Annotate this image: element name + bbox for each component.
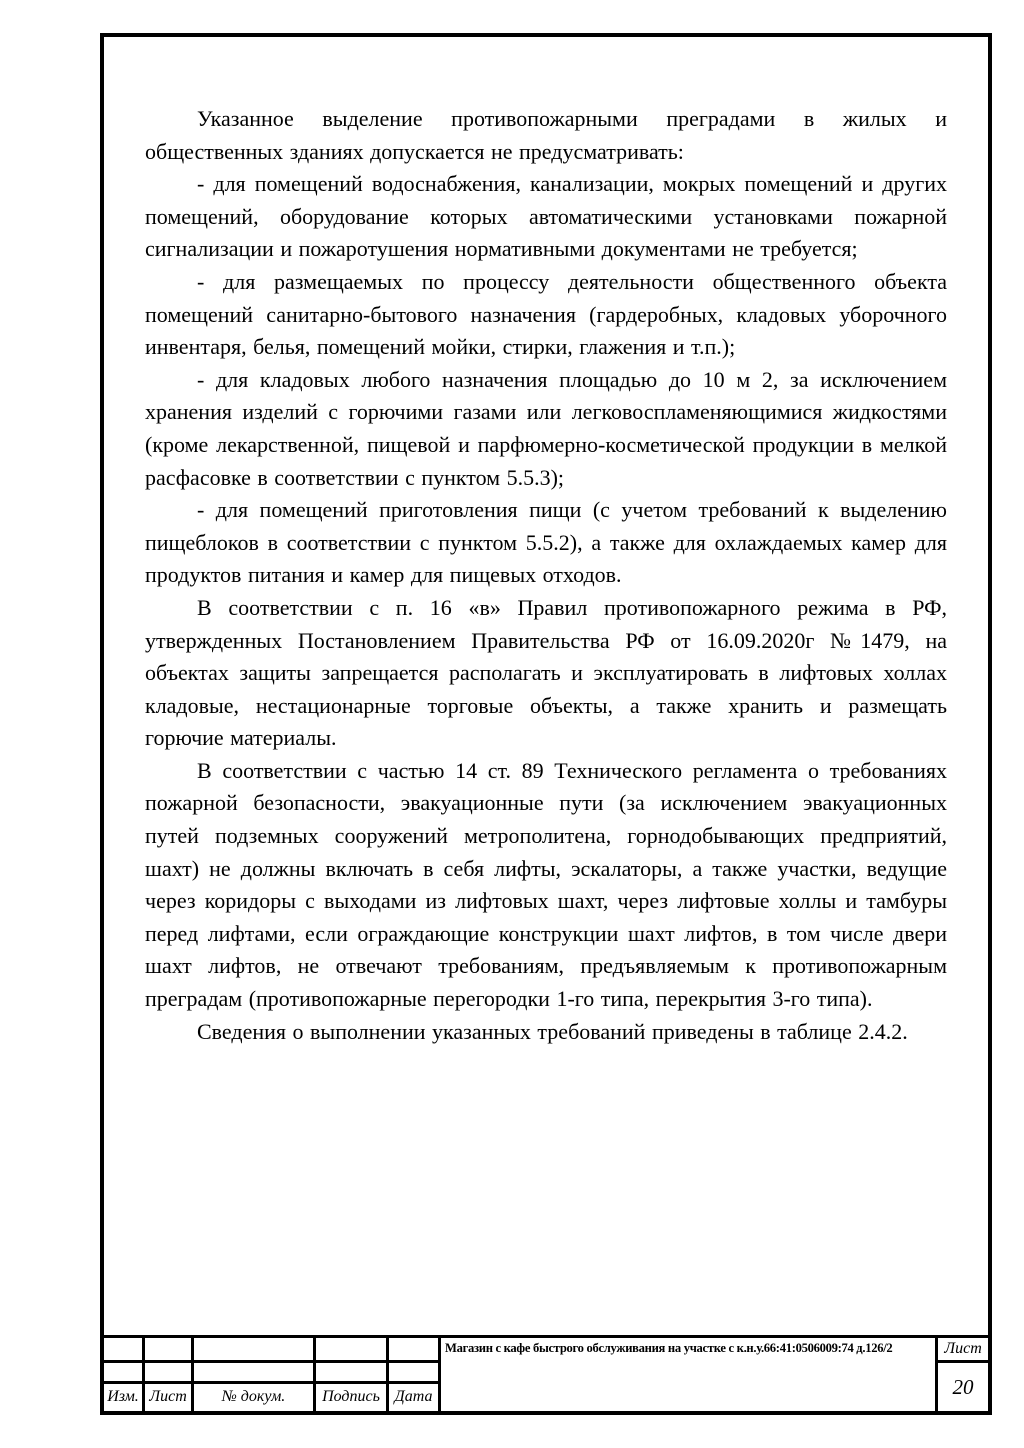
title-block-header-izm: Изм. <box>104 1384 145 1411</box>
title-block-cell-dokum-empty-1 <box>194 1338 316 1363</box>
page-frame <box>100 33 992 1415</box>
title-block-cell-izm-empty-1 <box>104 1338 145 1363</box>
title-block-header-podpis: Подпись <box>316 1384 389 1411</box>
title-block-cell-data-empty-1 <box>389 1338 441 1363</box>
paragraph: В соответствии с п. 16 «в» Правил противопожарного режима в РФ, утвержденных Постановлением Правительства РФ от 16.09.2020г №1479, на объектах защиты запрещается располагать и эксплуатировать в лифтовых холлах кладовые, нестационарные торговые объекты, а также хранить и размещать горючие материалы. <box>145 594 947 751</box>
title-block-header-data: Дата <box>389 1384 441 1411</box>
title-block-cell-podpis-empty-2 <box>316 1363 389 1384</box>
title-block-header-dokum: № докум. <box>194 1384 316 1411</box>
paragraph: - для размещаемых по процессу деятельности общественного объекта помещений санитарно-бытового назначения (гардеробных, кладовых уборочного инвентаря, белья, помещений мойки, стирки, глажения и т.п.); <box>145 268 947 360</box>
title-block-header-list: Лист <box>145 1384 194 1411</box>
document-text <box>145 103 947 1048</box>
paragraph: - для помещений водоснабжения, канализации, мокрых помещений и других помещений, оборудование которых автоматическими установками пожарной сигнализации и пожаротушения нормативными документами не требуется; <box>145 171 947 262</box>
title-block-sheet-label: Лист <box>938 1338 988 1363</box>
paragraph: Сведения о выполнении указанных требований приведены в таблице 2.4.2. <box>197 1018 908 1044</box>
title-block <box>104 1335 988 1411</box>
title-block-project-title: Магазин с кафе быстрого обслуживания на участке с к.н.у.66:41:0506009:74 д.126/2 <box>441 1338 938 1411</box>
paragraph: Указанное выделение противопожарными преградами в жилых и общественных зданиях допускается не предусматривать: <box>145 106 947 164</box>
title-block-cell-list-empty-1 <box>145 1338 194 1363</box>
title-block-cell-podpis-empty-1 <box>316 1338 389 1363</box>
title-block-cell-dokum-empty-2 <box>194 1363 316 1384</box>
title-block-cell-data-empty-2 <box>389 1363 441 1384</box>
paragraph: - для помещений приготовления пищи (с учетом требований к выделению пищеблоков в соответствии с пунктом 5.5.2), а также для охлаждаемых камер для продуктов питания и камер для пищевых отходов. <box>145 497 947 588</box>
title-block-sheet-number: 20 <box>952 1374 974 1399</box>
title-block-cell-list-empty-2 <box>145 1363 194 1384</box>
paragraph: В соответствии с частью 14 ст. 89 Технического регламента о требованиях пожарной безопасности, эвакуационные пути (за исключением эвакуационных путей подземных сооружений метрополитена, горнодобывающих предприятий, шахт) не должны включать в себя лифты, эскалаторы, а также участки, ведущие через коридоры с выходами из лифтовых шахт, через лифтовые холлы и тамбуры перед лифтами, если ограждающие конструкции шахт лифтов, в том числе двери шахт лифтов, не отвечают требованиям, предъявляемым к противопожарным преградам (противопожарные перегородки 1-го типа, перекрытия 3-го типа). <box>145 757 947 1012</box>
paragraph: - для кладовых любого назначения площадью до 10 м 2, за исключением хранения изделий с горючими газами или легковоспламеняющимися жидкостями (кроме лекарственной, пищевой и парфюмерно-косметической продукции в мелкой расфасовке в соответствии с пунктом 5.5.3); <box>145 366 947 490</box>
title-block-cell-izm-empty-2 <box>104 1363 145 1384</box>
